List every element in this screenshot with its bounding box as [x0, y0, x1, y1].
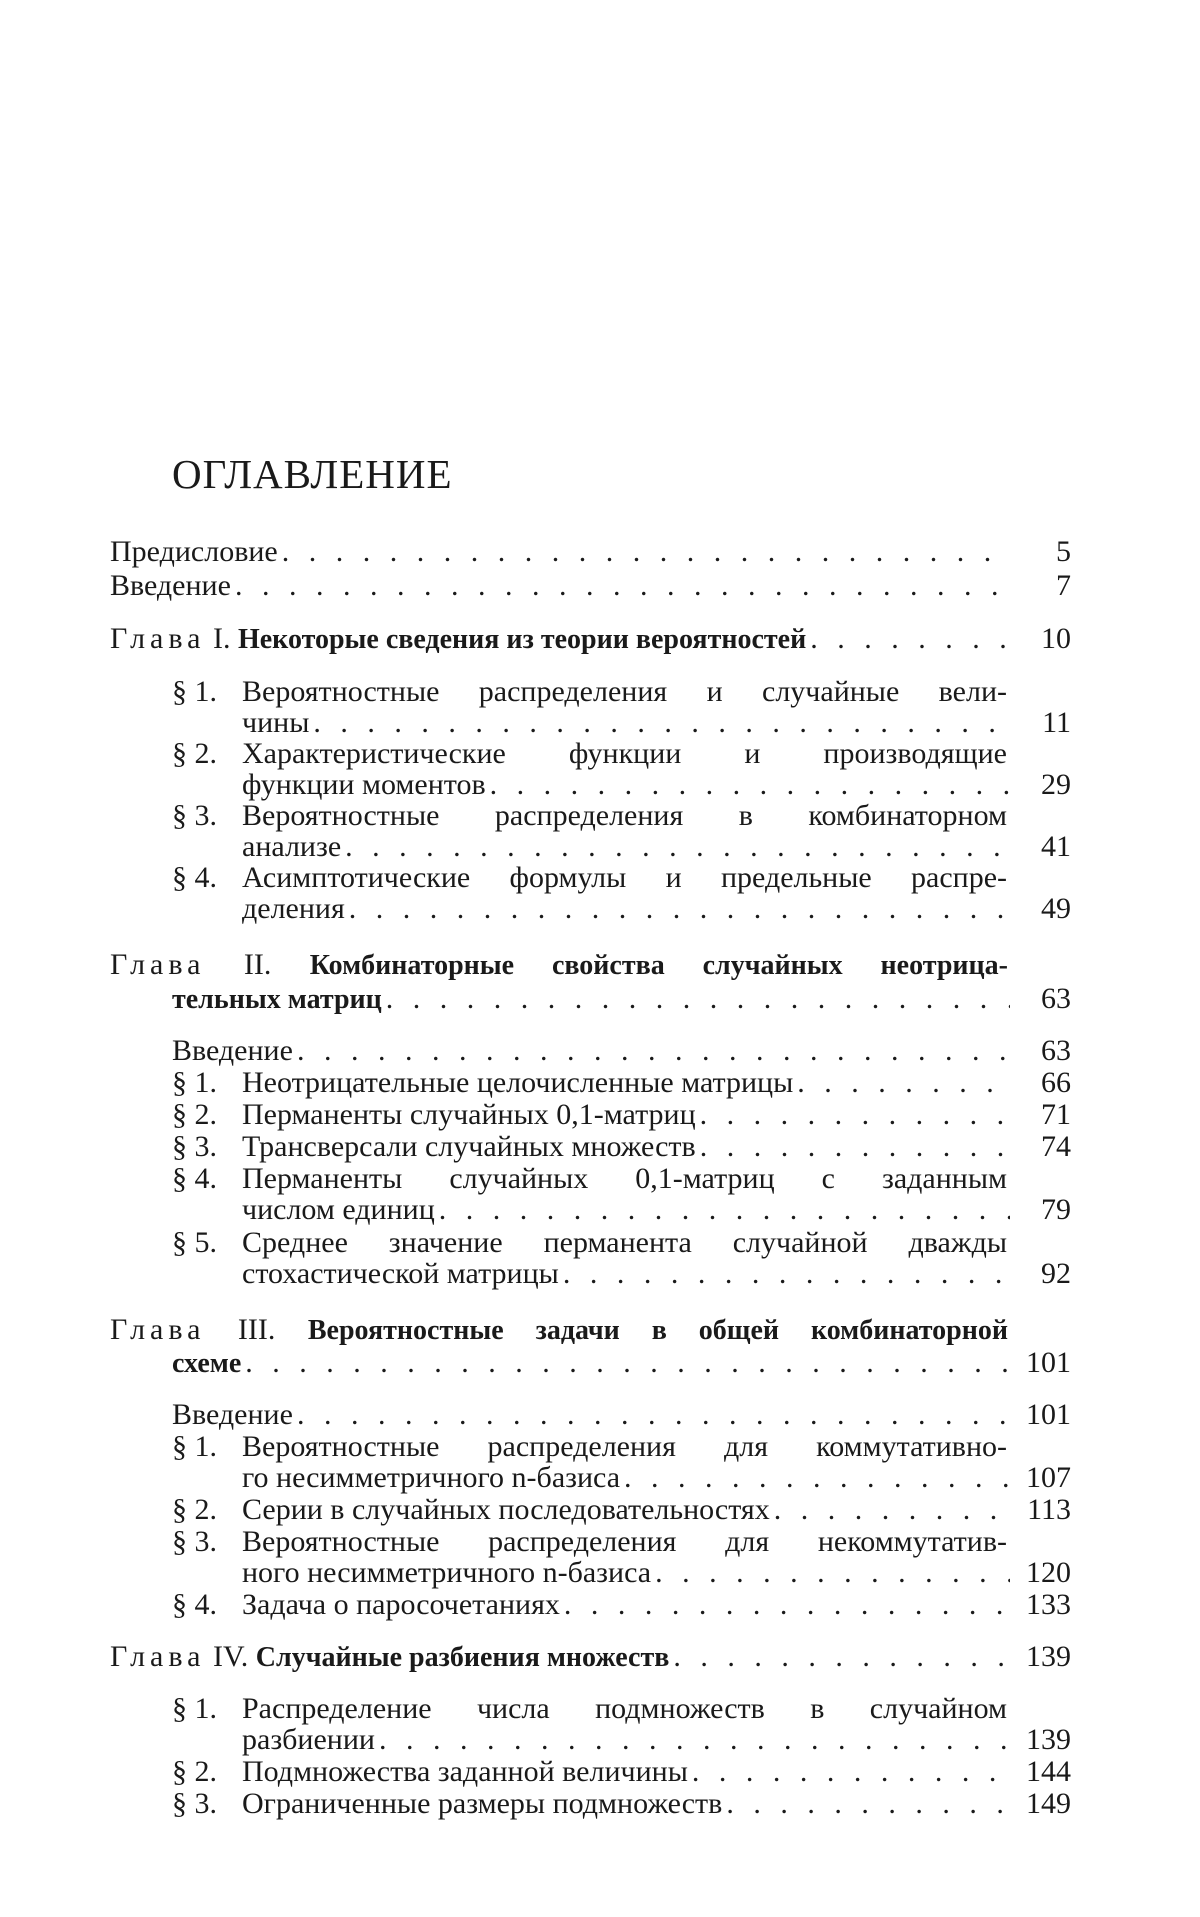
leader-dots [382, 982, 1010, 1016]
leader-dots [696, 1098, 1010, 1132]
chapter-numeral: III. [237, 1313, 276, 1346]
leader-dots [560, 1588, 1010, 1622]
section-title-line1: Вероятностные распределения для коммутативно- [242, 1430, 1007, 1463]
leader-dots [241, 1346, 1010, 1380]
section-number: § 3. [172, 1525, 217, 1558]
page-number: 139 [1026, 1640, 1071, 1673]
toc-entry-section [242, 768, 1010, 802]
section-title-line1: Среднее значение перманента случайной дважды [242, 1226, 1007, 1259]
chapter-3-heading-cont [172, 1346, 1010, 1380]
leader-dots [435, 1193, 1010, 1227]
section-title-line1: Вероятностные распределения в комбинаторном [242, 799, 1007, 832]
toc-entry-section [242, 1588, 1010, 1622]
toc-entry-section [242, 1723, 1010, 1757]
entry-title: Введение [110, 569, 231, 602]
page-number: 7 [1056, 569, 1071, 602]
toc-entry-section [242, 1193, 1010, 1227]
section-title-line2: ного несимметричного n-базиса [242, 1556, 652, 1589]
toc-entry-introduction [172, 1034, 1010, 1068]
page-number: 41 [1041, 830, 1071, 863]
section-title: Трансверсали случайных множеств [242, 1130, 696, 1163]
page-number: 139 [1026, 1723, 1071, 1756]
section-number: § 2. [172, 1493, 217, 1526]
section-title: Ограниченные размеры подмножеств [242, 1787, 723, 1820]
section-number: § 3. [172, 1130, 217, 1163]
section-title-line1: Вероятностные распределения для некоммутатив- [242, 1525, 1007, 1558]
section-number: § 2. [172, 1755, 217, 1788]
toc-entry-section [242, 1257, 1010, 1291]
toc-entry-section [242, 1066, 1010, 1100]
toc-entry-introduction [110, 569, 1010, 603]
chapter-prefix: Глава [110, 1640, 206, 1673]
leader-dots [293, 1398, 1010, 1432]
page-number: 101 [1026, 1398, 1071, 1431]
chapter-2-heading-cont [172, 982, 1010, 1016]
leader-dots [770, 1493, 1010, 1527]
chapter-4-heading [110, 1640, 1010, 1674]
toc-heading: ОГЛАВЛЕНИЕ [172, 451, 453, 497]
toc-entry-section [242, 1556, 1010, 1590]
page-number: 133 [1026, 1588, 1071, 1621]
page-number: 149 [1026, 1787, 1071, 1820]
section-title-line1: Характеристические функции и производящие [242, 737, 1007, 770]
section-title: Задача о паросочетаниях [242, 1588, 560, 1621]
section-number: § 1. [172, 675, 217, 708]
chapter-prefix: Глава [110, 1313, 206, 1346]
section-title: Серии в случайных последовательностях [242, 1493, 770, 1526]
toc-entry-section [242, 892, 1010, 926]
leader-dots [722, 1787, 1010, 1821]
chapter-numeral: I. [212, 622, 231, 655]
leader-dots [620, 1461, 1010, 1495]
section-number: § 2. [172, 1098, 217, 1131]
entry-title: Предисловие [110, 535, 278, 568]
leader-dots [669, 1640, 1010, 1674]
chapter-1-heading [110, 622, 1010, 656]
leader-dots [231, 569, 1010, 603]
toc-entry-section [242, 1755, 1010, 1789]
page-number: 49 [1041, 892, 1071, 925]
chapter-prefix: Глава [110, 622, 206, 655]
toc-entry-section [242, 1787, 1010, 1821]
section-title: Подмножества заданной величины [242, 1755, 688, 1788]
chapter-title-line1: Вероятностные задачи в общей комбинаторной [307, 1315, 1009, 1346]
toc-entry-section [242, 706, 1010, 740]
section-title: Неотрицательные целочисленные матрицы [242, 1066, 794, 1099]
entry-title: Введение [172, 1398, 293, 1431]
section-title-line2: го несимметричного n-базиса [242, 1461, 621, 1494]
section-title-line2: функции моментов [242, 768, 486, 801]
toc-entry-section [242, 830, 1010, 864]
page-number: 63 [1041, 1034, 1071, 1067]
section-number: § 4. [172, 861, 217, 894]
section-number: § 1. [172, 1430, 217, 1463]
section-number: § 4. [172, 1162, 217, 1195]
section-title: Перманенты случайных 0,1-матриц [242, 1098, 696, 1131]
section-title-line1: Распределение числа подмножеств в случайном [242, 1692, 1007, 1725]
chapter-title: Некоторые сведения из теории вероятностей [237, 624, 807, 655]
toc-entry-section [242, 1493, 1010, 1527]
chapter-numeral: IV. [212, 1640, 249, 1673]
section-number: § 3. [172, 1787, 217, 1820]
leader-dots [559, 1257, 1010, 1291]
section-number: § 5. [172, 1226, 217, 1259]
page-number: 92 [1041, 1257, 1071, 1290]
page-number: 120 [1026, 1556, 1071, 1589]
section-number: § 3. [172, 799, 217, 832]
page-number: 79 [1041, 1193, 1071, 1226]
chapter-title-line2: тельных матриц [172, 984, 382, 1015]
chapter-title-line1: Комбинаторные свойства случайных неотрица- [309, 950, 1008, 981]
page-number: 101 [1026, 1346, 1071, 1379]
section-number: § 1. [172, 1066, 217, 1099]
toc-entry-section [242, 1461, 1010, 1495]
toc-entry-introduction [172, 1398, 1010, 1432]
leader-dots [341, 830, 1010, 864]
chapter-numeral: II. [243, 948, 272, 981]
page-number: 29 [1041, 768, 1071, 801]
leader-dots [806, 622, 1010, 656]
leader-dots [793, 1066, 1010, 1100]
section-title-line1: Асимптотические формулы и предельные распре- [242, 861, 1007, 894]
page-number: 71 [1041, 1098, 1071, 1131]
page-number: 66 [1041, 1066, 1071, 1099]
section-number: § 4. [172, 1588, 217, 1621]
section-title-line1: Вероятностные распределения и случайные вели- [242, 675, 1007, 708]
chapter-3-heading [110, 1313, 1008, 1347]
section-title-line2: деления [242, 892, 345, 925]
page-number: 11 [1042, 706, 1071, 739]
chapter-title-line2: схеме [172, 1348, 242, 1379]
toc-entry-section [242, 1130, 1010, 1164]
page-number: 113 [1027, 1493, 1071, 1526]
chapter-title: Случайные разбиения множеств [255, 1642, 670, 1673]
toc-entry-preface [110, 535, 1010, 569]
leader-dots [293, 1034, 1010, 1068]
leader-dots [486, 768, 1010, 802]
page-number: 5 [1056, 535, 1071, 568]
chapter-2-heading [110, 948, 1008, 982]
section-title-line1: Перманенты случайных 0,1-матриц с заданным [242, 1162, 1007, 1195]
page-number: 107 [1026, 1461, 1071, 1494]
section-number: § 1. [172, 1692, 217, 1725]
page-number: 63 [1041, 982, 1071, 1015]
page-number: 144 [1026, 1755, 1071, 1788]
page-number: 10 [1041, 622, 1071, 655]
leader-dots [688, 1755, 1010, 1789]
section-title-line2: стохастической матрицы [242, 1257, 559, 1290]
entry-title: Введение [172, 1034, 293, 1067]
chapter-prefix: Глава [110, 948, 206, 981]
section-title-line2: числом единиц [242, 1193, 435, 1226]
section-title-line2: анализе [242, 830, 342, 863]
leader-dots [696, 1130, 1010, 1164]
leader-dots [651, 1556, 1010, 1590]
leader-dots [309, 706, 1010, 740]
toc-entry-section [242, 1098, 1010, 1132]
leader-dots [345, 892, 1010, 926]
leader-dots [278, 535, 1010, 569]
section-title-line2: чины [242, 706, 310, 739]
section-title-line2: разбиении [242, 1723, 375, 1756]
page-number: 74 [1041, 1130, 1071, 1163]
leader-dots [375, 1723, 1010, 1757]
section-number: § 2. [172, 737, 217, 770]
